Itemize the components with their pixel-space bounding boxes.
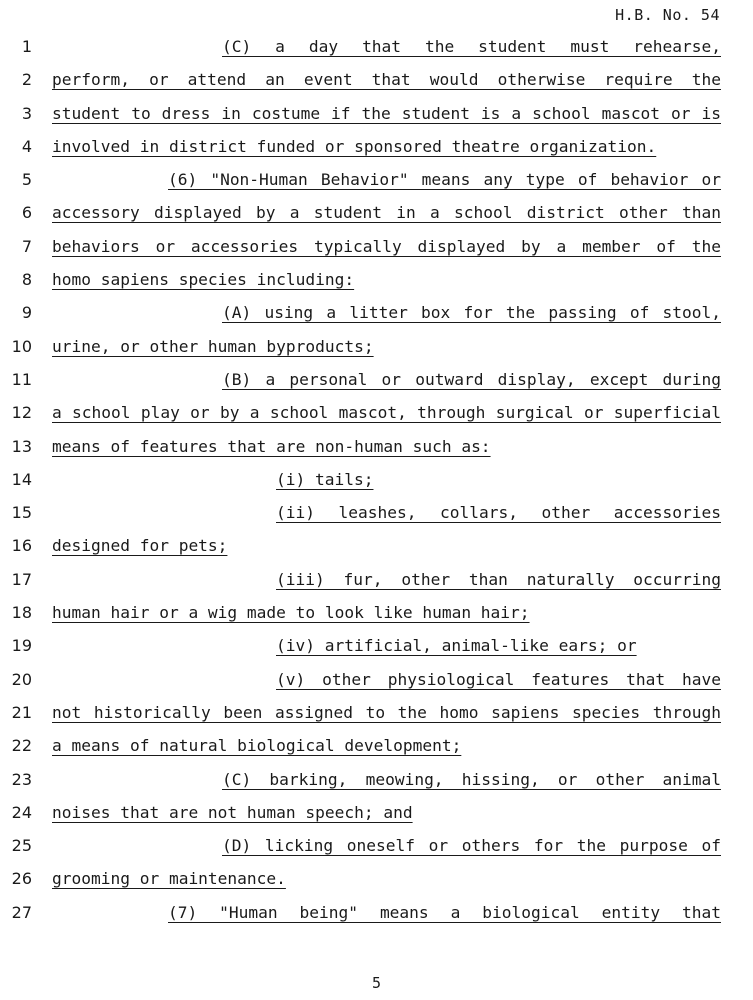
- text-line: [0, 300, 753, 333]
- line-text: grooming or maintenance.: [52, 869, 286, 889]
- line-text: means of features that are non-human such as:: [52, 436, 491, 456]
- line-number: 20: [11, 669, 32, 689]
- line-number: 14: [11, 469, 32, 489]
- text-line: [0, 900, 753, 933]
- text-line: [0, 600, 753, 633]
- line-text: accessory displayed by a student in a school district other than: [52, 203, 721, 223]
- line-text: not historically been assigned to the homo sapiens species through: [52, 702, 721, 722]
- text-line: [0, 767, 753, 800]
- line-number: 23: [11, 769, 32, 789]
- line-number: 7: [21, 236, 32, 256]
- line-number: 4: [21, 136, 32, 156]
- line-number: 15: [11, 503, 32, 523]
- text-line: [0, 500, 753, 533]
- line-text: (iii) fur, other than naturally occurring: [276, 569, 721, 589]
- line-text: human hair or a wig made to look like human hair;: [52, 603, 530, 623]
- line-text: (B) a personal or outward display, except during: [222, 369, 721, 389]
- line-text: behaviors or accessories typically displayed by a member of the: [52, 236, 721, 256]
- line-text: (C) barking, meowing, hissing, or other animal: [222, 769, 721, 789]
- line-text: (D) licking oneself or others for the purpose of: [222, 836, 721, 856]
- text-line: [0, 800, 753, 833]
- text-line: [0, 833, 753, 866]
- line-number: 11: [11, 369, 32, 389]
- text-line: [0, 533, 753, 566]
- line-number: 24: [11, 802, 32, 822]
- line-text: urine, or other human byproducts;: [52, 336, 374, 356]
- line-text: involved in district funded or sponsored theatre organization.: [52, 136, 657, 156]
- text-line: [0, 866, 753, 899]
- line-text: (v) other physiological features that have: [276, 669, 721, 689]
- line-text: homo sapiens species including:: [52, 270, 355, 290]
- text-line: [0, 200, 753, 233]
- line-number: 8: [21, 270, 32, 290]
- line-text: (i) tails;: [276, 469, 374, 489]
- line-number: 18: [11, 603, 32, 623]
- line-number: 16: [11, 536, 32, 556]
- line-text: designed for pets;: [52, 536, 228, 556]
- text-line: [0, 267, 753, 300]
- text-line: [0, 467, 753, 500]
- line-text: perform, or attend an event that would otherwise require the: [52, 70, 721, 90]
- line-text: noises that are not human speech; and: [52, 802, 413, 822]
- line-number: 22: [11, 736, 32, 756]
- line-number: 10: [11, 336, 32, 356]
- line-text: (C) a day that the student must rehearse,: [222, 37, 721, 56]
- line-text: a school play or by a school mascot, through surgical or superficial: [52, 403, 721, 423]
- text-line: [0, 667, 753, 700]
- line-number: 12: [11, 403, 32, 423]
- line-text: (6) "Non-Human Behavior" means any type of behavior or: [168, 170, 721, 190]
- bill-number: H.B. No. 54: [615, 6, 720, 24]
- line-text: a means of natural biological development;: [52, 736, 462, 756]
- text-line: [0, 234, 753, 267]
- line-number: 2: [21, 70, 32, 90]
- text-line: [0, 34, 753, 67]
- line-number: 21: [11, 702, 32, 722]
- line-text: (7) "Human being" means a biological entity that: [168, 902, 721, 922]
- text-line: [0, 101, 753, 134]
- text-line: [0, 134, 753, 167]
- text-line: [0, 567, 753, 600]
- text-line: [0, 167, 753, 200]
- text-line: [0, 67, 753, 100]
- text-line: [0, 434, 753, 467]
- line-number: 9: [21, 303, 32, 323]
- line-text: (iv) artificial, animal-like ears; or: [276, 636, 637, 656]
- text-line: [0, 400, 753, 433]
- text-line: [0, 367, 753, 400]
- line-number: 5: [21, 170, 32, 190]
- text-line: [0, 334, 753, 367]
- line-number: 6: [21, 203, 32, 223]
- line-number: 25: [11, 836, 32, 856]
- line-number: 17: [11, 569, 32, 589]
- line-number: 26: [11, 869, 32, 889]
- line-number: 13: [11, 436, 32, 456]
- text-line: [0, 733, 753, 766]
- line-text: student to dress in costume if the student is a school mascot or is: [52, 103, 721, 123]
- line-number: 1: [21, 37, 32, 56]
- line-number: 19: [11, 636, 32, 656]
- text-line: [0, 633, 753, 666]
- bill-text-body: [0, 34, 753, 933]
- line-number: 27: [11, 902, 32, 922]
- line-text: (A) using a litter box for the passing of stool,: [222, 303, 721, 323]
- line-number: 3: [21, 103, 32, 123]
- line-text: (ii) leashes, collars, other accessories: [276, 503, 721, 523]
- page-number: 5: [371, 974, 382, 992]
- text-line: [0, 700, 753, 733]
